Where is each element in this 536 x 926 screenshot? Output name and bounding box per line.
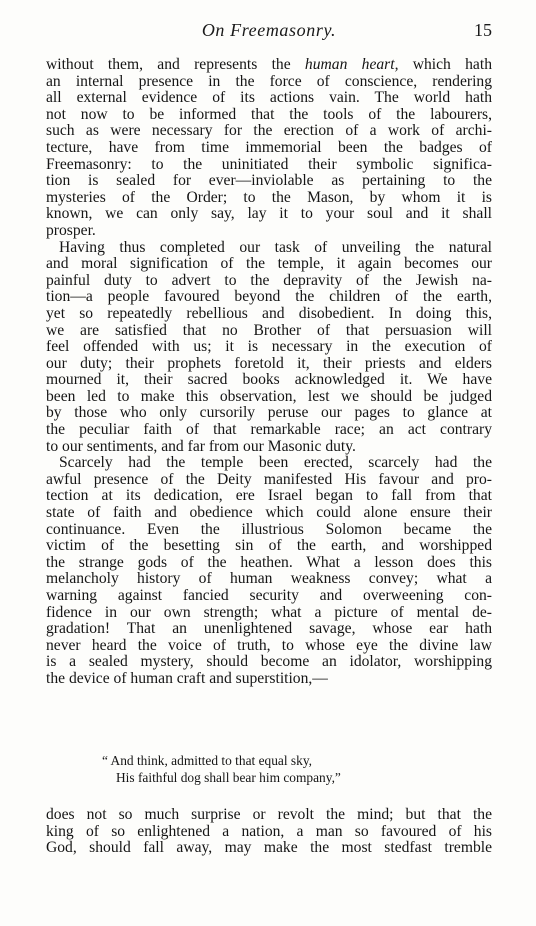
text-line: awful presence of the Deity manifested His favour and pro- xyxy=(46,470,492,488)
text-line: mysteries of the Order; to the Mason, by whom it is xyxy=(46,188,492,206)
text-line: mourned it, their sacred books acknowledged it. We have xyxy=(46,371,492,389)
text-line: to our sentiments, and far from our Masonic duty. xyxy=(46,437,356,455)
text-line: is a sealed mystery, should become an idolator, worshipping xyxy=(46,653,492,671)
text-line: not now to be informed that the tools of the labourers, xyxy=(46,105,492,123)
emphasis-human-heart: human heart, xyxy=(304,56,399,73)
text-line: never heard the voice of truth, to whose eye the divine law xyxy=(46,636,492,654)
text-line: Scarcely had the temple been erected, scarcely had the xyxy=(59,454,492,472)
text-line: tecture, have from time immemorial been the badges of xyxy=(46,138,492,156)
text-line: Freemasonry: to the uninitiated their symbolic significa- xyxy=(46,155,492,173)
text-line: melancholy history of human weakness convey; what a xyxy=(46,570,492,588)
text-line: warning against fancied security and overweening con- xyxy=(46,587,492,604)
text-line: continuance. Even the illustrious Solomon became the xyxy=(46,520,492,538)
running-head xyxy=(46,20,492,42)
text-line: does not so much surprise or revolt the mind; but that the xyxy=(46,806,492,823)
text-line: the device of human craft and superstition,— xyxy=(46,669,328,687)
verse-line: “ And think, admitted to that equal sky, xyxy=(102,753,312,768)
text-line: known, we can only say, lay it to your soul and it shall xyxy=(46,205,492,223)
text-line: by those who only cursorily peruse our pages to glance at xyxy=(46,404,492,422)
text-line: prosper. xyxy=(46,221,96,239)
text-line: feel offended with us; it is necessary in the execution of xyxy=(46,338,492,356)
text-line: tion is sealed for ever—inviolable as pertaining to the xyxy=(46,172,492,190)
text-line: without them, and represents the human heart, which hath xyxy=(46,56,492,73)
text-line: yet so repeatedly rebellious and disobedient. In doing this, xyxy=(46,304,492,322)
text-line: been led to make this observation, lest we should be judged xyxy=(46,387,492,405)
text-line: the peculiar faith of that remarkable race; an act contrary xyxy=(46,421,492,439)
text-line: our duty; their prophets foretold it, their priests and elders xyxy=(46,354,492,372)
text-line: God, should fall away, may make the most stedfast tremble xyxy=(46,839,492,857)
text-line: we are satisfied that no Brother of that persuasion will xyxy=(46,321,492,339)
text-line: and moral signification of the temple, it again becomes our xyxy=(46,255,492,273)
text-line: an internal presence in the force of conscience, rendering xyxy=(46,72,492,90)
page-number: 15 xyxy=(474,20,492,40)
text-line: tion—a people favoured beyond the children of the earth, xyxy=(46,288,492,306)
continuation-text xyxy=(46,807,492,857)
text-line: the strange gods of the heathen. What a lesson does this xyxy=(46,553,492,571)
running-title: On Freemasonry. xyxy=(201,20,337,40)
text-line: victim of the besetting sin of the earth, and worshipped xyxy=(46,537,492,555)
text-line: tection at its dedication, ere Israel began to fall from that xyxy=(46,487,492,505)
text-line: such as were necessary for the erection of a work of archi- xyxy=(46,122,492,140)
text-line: king of so enlightened a nation, a man so favoured of his xyxy=(46,822,492,840)
verse-line: His faithful dog shall bear him company,” xyxy=(116,770,341,785)
body-text xyxy=(46,57,492,688)
text-line: gradation! That an unenlightened savage, whose ear hath xyxy=(46,620,492,638)
text-line: fidence in our own strength; what a picture of mental de- xyxy=(46,603,492,621)
text-line: all external evidence of its actions vain. The world hath xyxy=(46,89,492,107)
verse-quotation xyxy=(46,752,492,786)
text-line: Having thus completed our task of unveiling the natural xyxy=(59,238,492,256)
text-line: state of faith and obedience which could alone ensure their xyxy=(46,504,492,522)
text-line: painful duty to advert to the depravity of the Jewish na- xyxy=(46,271,492,289)
